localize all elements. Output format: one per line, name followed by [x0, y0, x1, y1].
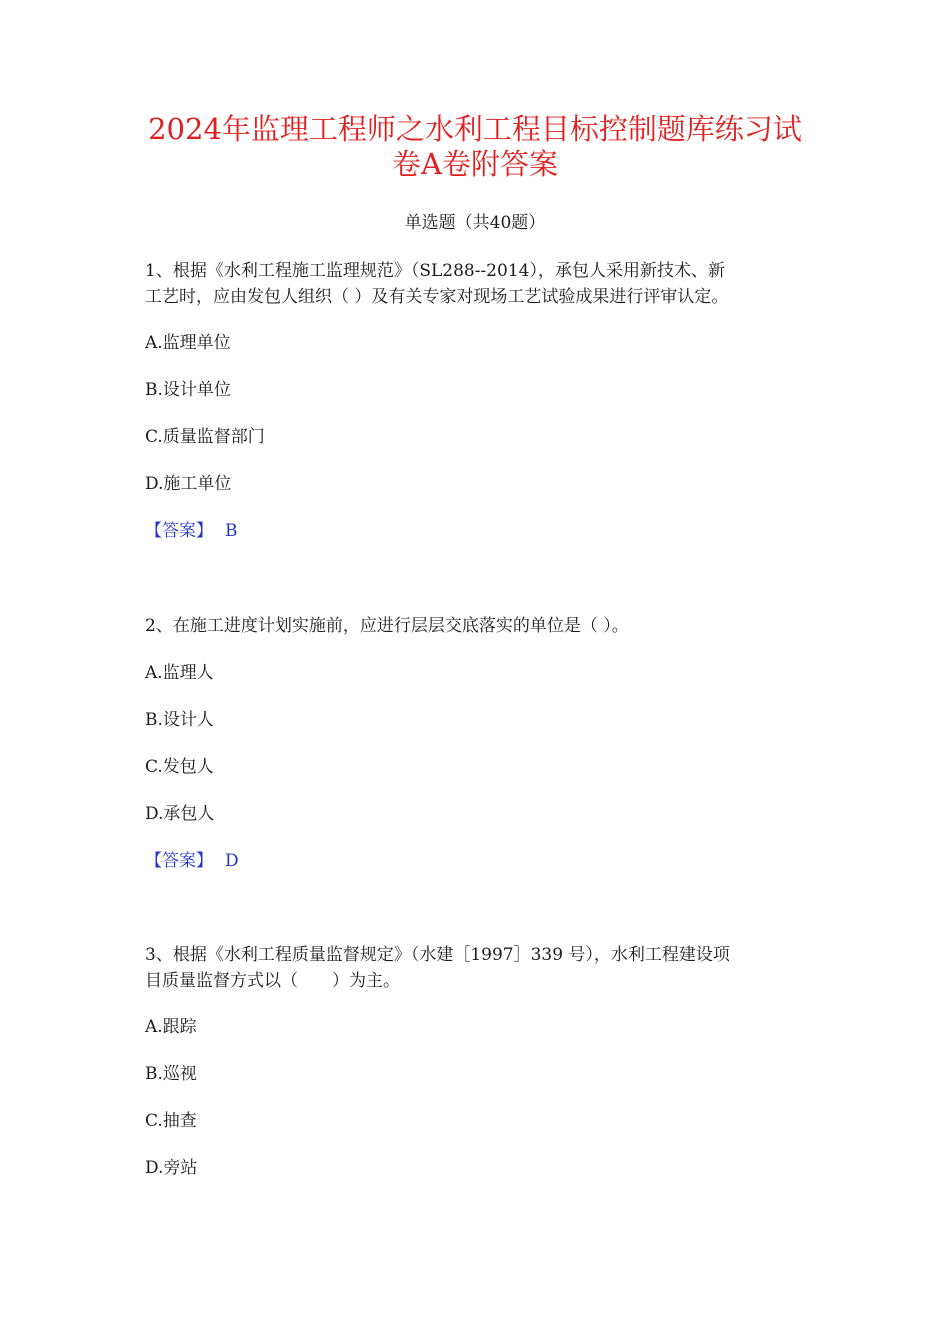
question-3-text-line-1: 3、根据《水利工程质量监督规定》（水建［1997］339 号），水利工程建设项: [145, 945, 730, 965]
question-1-text-line-1: 1、根据《水利工程施工监理规范》（SL288--2014），承包人采用新技术、新: [145, 261, 725, 281]
question-2-option-d: D.承包人: [145, 804, 215, 824]
question-3-text-line-2: 目质量监督方式以（ ）为主。: [145, 971, 400, 991]
document-title-line-1: 2024年监理工程师之水利工程目标控制题库练习试: [148, 112, 802, 146]
document-title-line-2: 卷A卷附答案: [392, 147, 558, 181]
section-heading: 单选题（共40题）: [404, 213, 546, 233]
answer-label: 【答案】: [145, 521, 213, 541]
answer-value: B: [225, 521, 238, 541]
question-3-option-b: B.巡视: [145, 1064, 197, 1084]
answer-label: 【答案】: [145, 851, 213, 871]
question-1-answer: [145, 518, 238, 544]
question-1-option-a: A.监理单位: [145, 333, 231, 353]
question-3-option-d: D.旁站: [145, 1158, 198, 1178]
question-1-text-line-2: 工艺时，应由发包人组织（ ）及有关专家对现场工艺试验成果进行评审认定。: [145, 287, 729, 307]
question-1-option-b: B.设计单位: [145, 380, 231, 400]
question-3-option-a: A.跟踪: [145, 1017, 197, 1037]
question-1-option-c: C.质量监督部门: [145, 427, 265, 447]
question-2-text: 2、在施工进度计划实施前，应进行层层交底落实的单位是（ ）。: [145, 616, 629, 636]
question-1-option-d: D.施工单位: [145, 474, 232, 494]
question-2-option-b: B.设计人: [145, 710, 214, 730]
question-2-option-a: A.监理人: [145, 663, 214, 683]
answer-value: D: [225, 851, 239, 871]
question-3-option-c: C.抽查: [145, 1111, 197, 1131]
question-2-answer: [145, 848, 239, 874]
question-2-option-c: C.发包人: [145, 757, 214, 777]
